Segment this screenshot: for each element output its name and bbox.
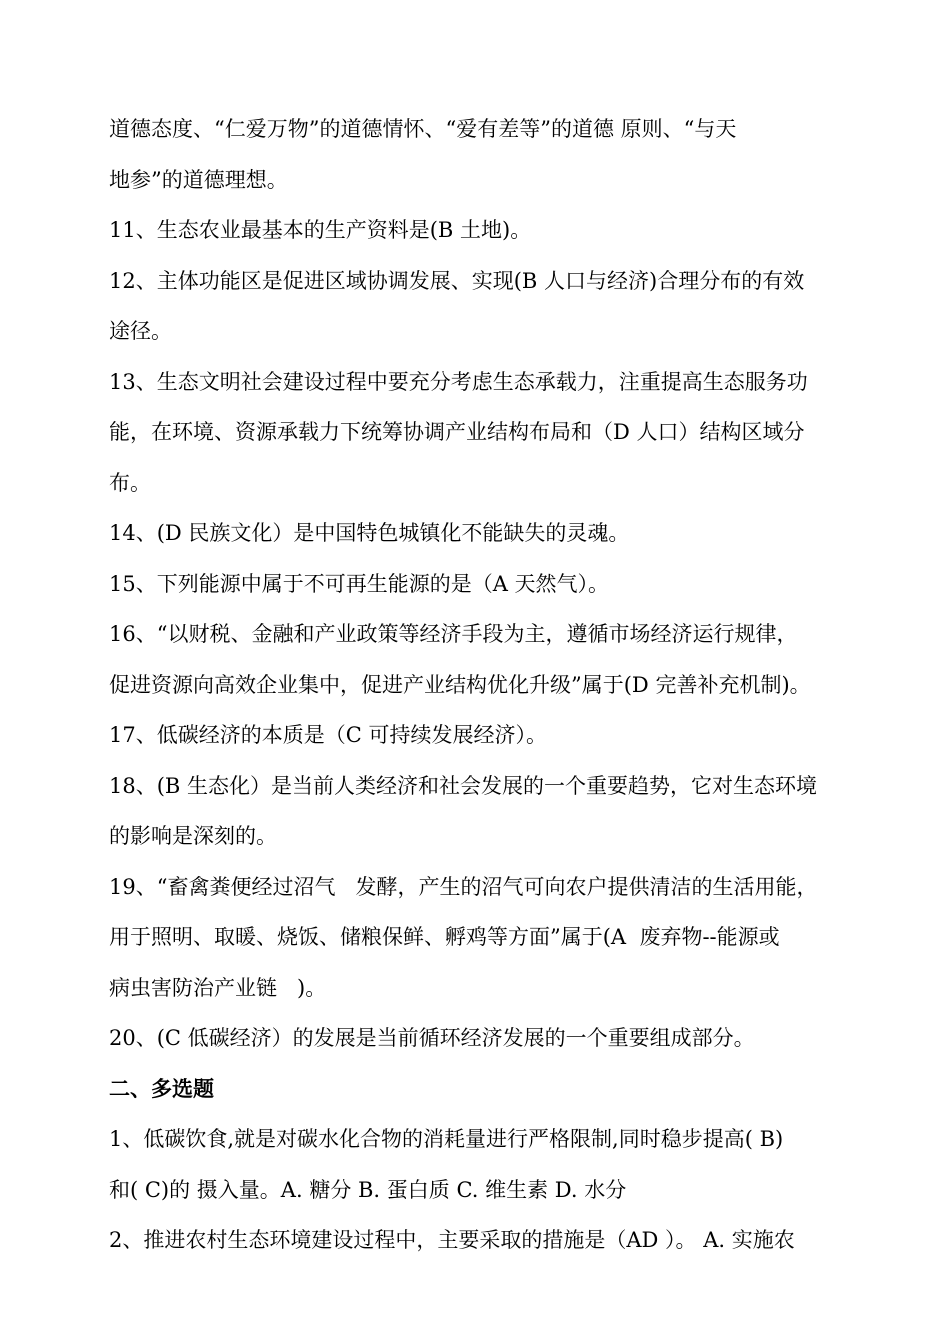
text-line: 病虫害防治产业链 )。 <box>109 975 327 1000</box>
question-20: 20、(C 低碳经济）的发展是当前循环经济发展的一个重要组成部分。 <box>109 1026 755 1050</box>
text-line: 地参”的道德理想。 <box>109 167 288 192</box>
section-heading: 二、多选题 <box>109 1076 214 1101</box>
text-line: 道德态度、“仁爱万物”的道德情怀、“爱有差等”的道德 原则、“与天 <box>109 117 737 141</box>
text-line: 的影响是深刻的。 <box>109 824 277 848</box>
question-16: 16、“以财税、金融和产业政策等经济手段为主，遵循市场经济运行规律， <box>109 622 798 646</box>
text-line: 能，在环境、资源承载力下统筹协调产业结构布局和（D 人口）结构区域分 <box>109 420 805 444</box>
question-13: 13、生态文明社会建设过程中要充分考虑生态承载力，注重提高生态服务功 <box>109 369 808 394</box>
question-17: 17、低碳经济的本质是（C 可持续发展经济）。 <box>109 723 547 747</box>
question-12: 12、主体功能区是促进区域协调发展、实现(B 人口与经济)合理分布的有效 <box>109 268 805 293</box>
text-line: 和( C)的 摄入量。A. 糖分 B. 蛋白质 C. 维生素 D. 水分 <box>109 1177 627 1202</box>
text-line: 用于照明、取暖、烧饭、储粮保鲜、孵鸡等方面”属于(A 废弃物--能源或 <box>109 925 780 949</box>
multi-question-1: 1、低碳饮食,就是对碳水化合物的消耗量进行严格限制,同时稳步提高( B) <box>109 1127 784 1151</box>
text-line: 途径。 <box>109 319 172 343</box>
question-15: 15、下列能源中属于不可再生能源的是（A 天然气）。 <box>109 571 610 596</box>
question-14: 14、(D 民族文化）是中国特色城镇化不能缺失的灵魂。 <box>109 521 630 545</box>
question-19: 19、“畜禽粪便经过沼气 发酵，产生的沼气可向农户提供清洁的生活用能， <box>109 874 818 899</box>
document-page <box>109 104 845 1266</box>
question-11: 11、生态农业最基本的生产资料是(B 土地)。 <box>109 218 532 242</box>
text-line: 促进资源向高效企业集中，促进产业结构优化升级”属于(D 完善补充机制)。 <box>109 672 811 697</box>
question-18: 18、(B 生态化）是当前人类经济和社会发展的一个重要趋势，它对生态环境 <box>109 773 818 798</box>
text-line: 布。 <box>109 470 151 495</box>
multi-question-2: 2、推进农村生态环境建设过程中，主要采取的措施是（AD ）。 A. 实施农 <box>109 1228 795 1252</box>
